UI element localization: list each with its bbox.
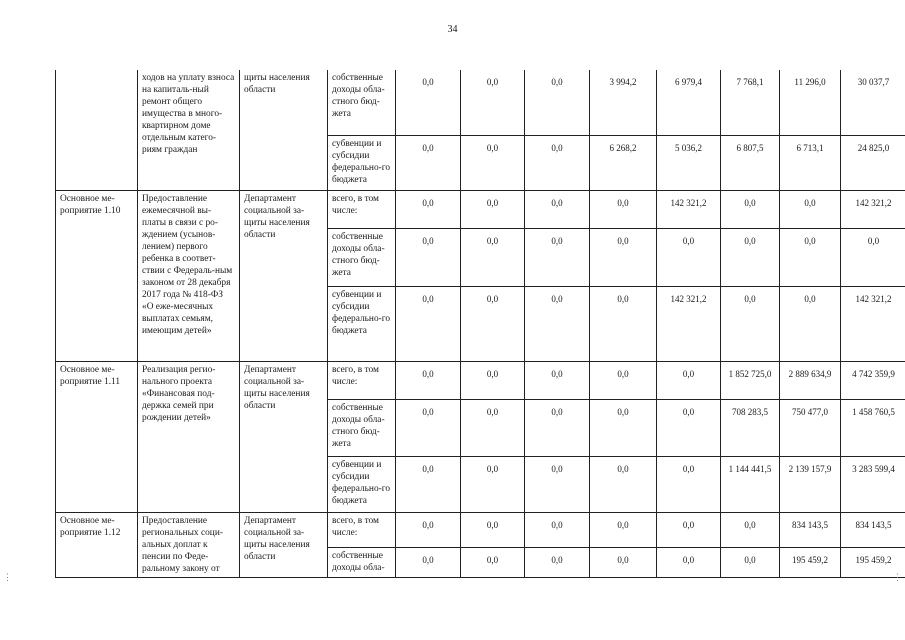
amount-cell: 0,0 (590, 547, 657, 577)
amount-cell: 0,0 (657, 361, 721, 399)
amount-cell: 1 144 441,5 (721, 456, 780, 512)
amount-cell: 0,0 (590, 228, 657, 286)
amount-cell: 0,0 (396, 361, 461, 399)
amount-cell: 6 268,2 (590, 135, 657, 190)
amount-cell: 0,0 (525, 286, 590, 361)
amount-cell: 750 477,0 (780, 399, 841, 456)
measure-name: Предоставление региональных соци-альных доплат к пенсии по Феде-ральному закону от (138, 512, 240, 577)
amount-cell: 7 768,1 (721, 70, 780, 135)
amount-cell: 0,0 (396, 286, 461, 361)
executor: Департамент социальной за-щиты населения области (240, 361, 328, 512)
amount-cell: 0,0 (525, 190, 590, 228)
amount-cell: 0,0 (721, 286, 780, 361)
amount-cell: 0,0 (721, 547, 780, 577)
amount-cell: 0,0 (461, 456, 525, 512)
amount-cell: 195 459,2 (780, 547, 841, 577)
amount-cell: 0,0 (461, 70, 525, 135)
funding-source: собственные доходы обла- (328, 547, 396, 577)
amount-cell: 0,0 (721, 228, 780, 286)
amount-cell: 0,0 (657, 399, 721, 456)
measure-name: Предоставление ежемесячной вы-платы в связи с ро-ждением (усынов-лением) первого ребенка в соответ-ствии с Федераль-ным законом от 28 декабря 2017 года № 418-ФЗ «О еже-месячных выплатах семьям, имеющим детей» (138, 190, 240, 361)
amount-cell: 0,0 (590, 456, 657, 512)
amount-cell: 0,0 (590, 190, 657, 228)
measure-code: Основное ме-роприятие 1.10 (56, 190, 138, 361)
amount-cell: 142 321,2 (841, 190, 905, 228)
amount-cell: 11 296,0 (780, 70, 841, 135)
table-row (56, 512, 905, 547)
funding-source: субвенции и субсидии федерально-го бюджета (328, 135, 396, 190)
funding-source: всего, в том числе: (328, 512, 396, 547)
amount-cell: 0,0 (396, 228, 461, 286)
budget-table (55, 70, 905, 578)
amount-cell: 0,0 (461, 361, 525, 399)
amount-cell: 3 283 599,4 (841, 456, 905, 512)
edge-mark-left: ⋮ (3, 572, 12, 582)
amount-cell: 0,0 (525, 135, 590, 190)
amount-cell: 0,0 (525, 547, 590, 577)
amount-cell: 0,0 (396, 190, 461, 228)
amount-cell: 0,0 (657, 512, 721, 547)
amount-cell: 0,0 (525, 399, 590, 456)
measure-code: Основное ме-роприятие 1.11 (56, 361, 138, 512)
funding-source: собственные доходы обла-стного бюд-жета (328, 399, 396, 456)
funding-source: собственные доходы обла-стного бюд-жета (328, 228, 396, 286)
amount-cell: 0,0 (525, 512, 590, 547)
amount-cell: 0,0 (721, 190, 780, 228)
amount-cell: 3 994,2 (590, 70, 657, 135)
amount-cell: 0,0 (590, 512, 657, 547)
amount-cell: 6 979,4 (657, 70, 721, 135)
funding-source: всего, в том числе: (328, 190, 396, 228)
measure-name: ходов на уплату взноса на капиталь-ный ремонт общего имущества в много-квартирном доме отдельным катего-риям граждан (138, 70, 240, 190)
amount-cell: 2 139 157,9 (780, 456, 841, 512)
amount-cell: 142 321,2 (657, 286, 721, 361)
amount-cell: 0,0 (396, 547, 461, 577)
amount-cell: 0,0 (461, 190, 525, 228)
executor: Департамент социальной за-щиты населения области (240, 190, 328, 361)
amount-cell: 0,0 (657, 547, 721, 577)
amount-cell: 0,0 (525, 228, 590, 286)
amount-cell: 0,0 (525, 70, 590, 135)
amount-cell: 0,0 (590, 361, 657, 399)
funding-source: собственные доходы обла-стного бюд-жета (328, 70, 396, 135)
amount-cell: 0,0 (396, 512, 461, 547)
amount-cell: 5 036,2 (657, 135, 721, 190)
measure-code: Основное ме-роприятие 1.12 (56, 512, 138, 577)
table-row (56, 190, 905, 228)
amount-cell: 2 889 634,9 (780, 361, 841, 399)
amount-cell: 30 037,7 (841, 70, 905, 135)
executor: Департамент социальной за-щиты населения области (240, 512, 328, 577)
table-row (56, 361, 905, 399)
amount-cell: 0,0 (461, 228, 525, 286)
amount-cell: 0,0 (461, 399, 525, 456)
edge-mark-right: ⋮ (893, 572, 902, 582)
amount-cell: 0,0 (590, 399, 657, 456)
measure-name: Реализация регио-нального проекта «Финансовая под-держка семей при рождении детей» (138, 361, 240, 512)
funding-source: субвенции и субсидии федерально-го бюджета (328, 456, 396, 512)
amount-cell: 142 321,2 (657, 190, 721, 228)
amount-cell: 6 713,1 (780, 135, 841, 190)
amount-cell: 0,0 (780, 228, 841, 286)
amount-cell: 0,0 (590, 286, 657, 361)
amount-cell: 0,0 (780, 190, 841, 228)
amount-cell: 142 321,2 (841, 286, 905, 361)
amount-cell: 0,0 (841, 228, 905, 286)
amount-cell: 6 807,5 (721, 135, 780, 190)
amount-cell: 0,0 (657, 228, 721, 286)
amount-cell: 0,0 (461, 512, 525, 547)
amount-cell: 0,0 (525, 456, 590, 512)
amount-cell: 834 143,5 (780, 512, 841, 547)
amount-cell: 708 283,5 (721, 399, 780, 456)
amount-cell: 1 458 760,5 (841, 399, 905, 456)
amount-cell: 0,0 (461, 286, 525, 361)
amount-cell: 1 852 725,0 (721, 361, 780, 399)
amount-cell: 834 143,5 (841, 512, 905, 547)
amount-cell: 0,0 (657, 456, 721, 512)
amount-cell: 0,0 (461, 135, 525, 190)
amount-cell: 0,0 (525, 361, 590, 399)
amount-cell: 0,0 (461, 547, 525, 577)
amount-cell: 4 742 359,9 (841, 361, 905, 399)
amount-cell: 0,0 (721, 512, 780, 547)
amount-cell: 24 825,0 (841, 135, 905, 190)
page-number: 34 (447, 24, 458, 35)
amount-cell: 0,0 (396, 70, 461, 135)
amount-cell: 0,0 (396, 135, 461, 190)
table-row (56, 70, 905, 135)
funding-source: субвенции и субсидии федерально-го бюджета (328, 286, 396, 361)
amount-cell: 0,0 (780, 286, 841, 361)
amount-cell: 0,0 (396, 399, 461, 456)
funding-source: всего, в том числе: (328, 361, 396, 399)
executor: щиты населения области (240, 70, 328, 190)
amount-cell: 195 459,2 (841, 547, 905, 577)
amount-cell: 0,0 (396, 456, 461, 512)
measure-code (56, 70, 138, 190)
